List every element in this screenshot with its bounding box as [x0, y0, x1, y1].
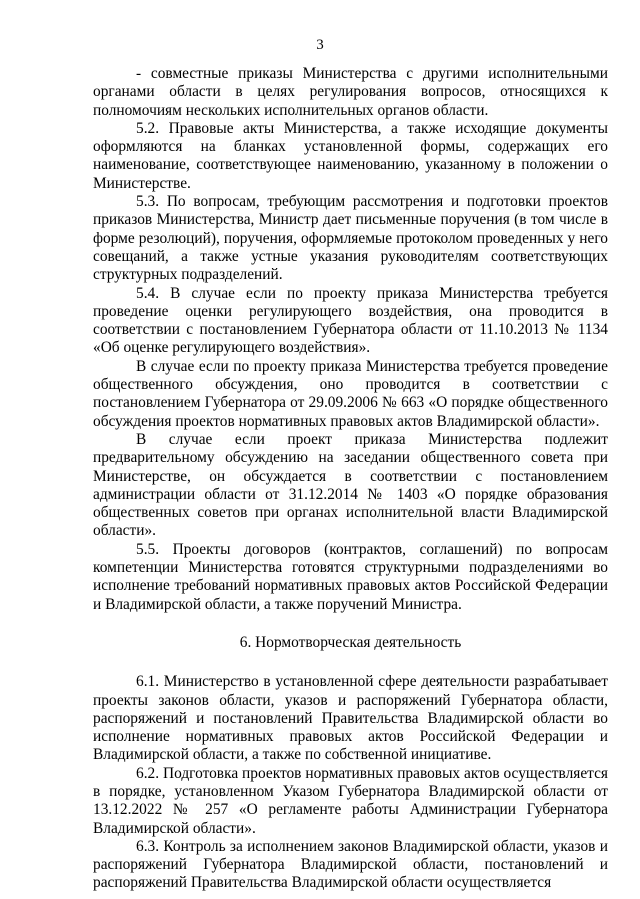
paragraph-public-council: В случае если проект приказа Министерства подлежит предварительному обсуждению на заседании общественного совета при Министерстве, он обсуждается в соответствии с постановлением администрации области от 31.12.2014 № 1403 «О порядке образования общественных советов при органах исполнительной власти Владимирской области».	[93, 430, 608, 540]
paragraph-5-4: 5.4. В случае если по проекту приказа Министерства требуется проведение оценки регулирующего воздействия, она проводится в соответствии с постановлением Губернатора области от 11.10.2013 № 1134 «Об оценке регулирующего воздействия».	[93, 284, 608, 357]
paragraph-6-3: 6.3. Контроль за исполнением законов Владимирской области, указов и распоряжений Губернатора Владимирской области, постановлений и распоряжений Правительства Владимирской области осуществляется	[93, 837, 608, 892]
page-number: 3	[316, 37, 324, 53]
document-body	[93, 65, 608, 893]
paragraph-6-2: 6.2. Подготовка проектов нормативных правовых актов осуществляется в порядке, установленном Указом Губернатора Владимирской области от 13.12.2022 № 257 «О регламенте работы Администрации Губернатора Владимирской области».	[93, 764, 608, 837]
section-heading: 6. Нормотворческая деятельность	[239, 633, 462, 651]
paragraph-5-3: 5.3. По вопросам, требующим рассмотрения и подготовки проектов приказов Министерства, Министр дает письменные поручения (в том числе в форме резолюций), поручения, оформляемые протоколом проведенных у него совещаний, а также устные указания руководителям соответствующих структурных подразделений.	[93, 193, 608, 284]
paragraph-public-discussion: В случае если по проекту приказа Министерства требуется проведение общественного обсуждения, оно проводится в соответствии с постановлением Губернатора от 29.09.2006 № 663 «О порядке общественного обсуждения проектов нормативных правовых актов Владимирской области».	[93, 357, 608, 430]
paragraph-6-1: 6.1. Министерство в установленной сфере деятельности разрабатывает проекты законов области, указов и распоряжений Губернатора области, распоряжений и постановлений Правительства Владимирской области во исполнение нормативных правовых актов Российской Федерации и Владимирской области, а также по собственной инициативе.	[93, 673, 608, 764]
paragraph-5-5: 5.5. Проекты договоров (контрактов, соглашений) по вопросам компетенции Министерства готовятся структурными подразделениями во исполнение требований нормативных правовых актов Российской Федерации и Владимирской области, а также поручений Министра.	[93, 540, 608, 613]
paragraph-5-2: 5.2. Правовые акты Министерства, а также исходящие документы оформляются на бланках установленной формы, содержащих его наименование, соответствующее наименованию, указанному в положении о Министерстве.	[93, 119, 608, 192]
paragraph-joint-orders: - совместные приказы Министерства с другими исполнительными органами области в целях регулирования вопросов, относящихся к полномочиям нескольких исполнительных органов области.	[93, 65, 608, 119]
